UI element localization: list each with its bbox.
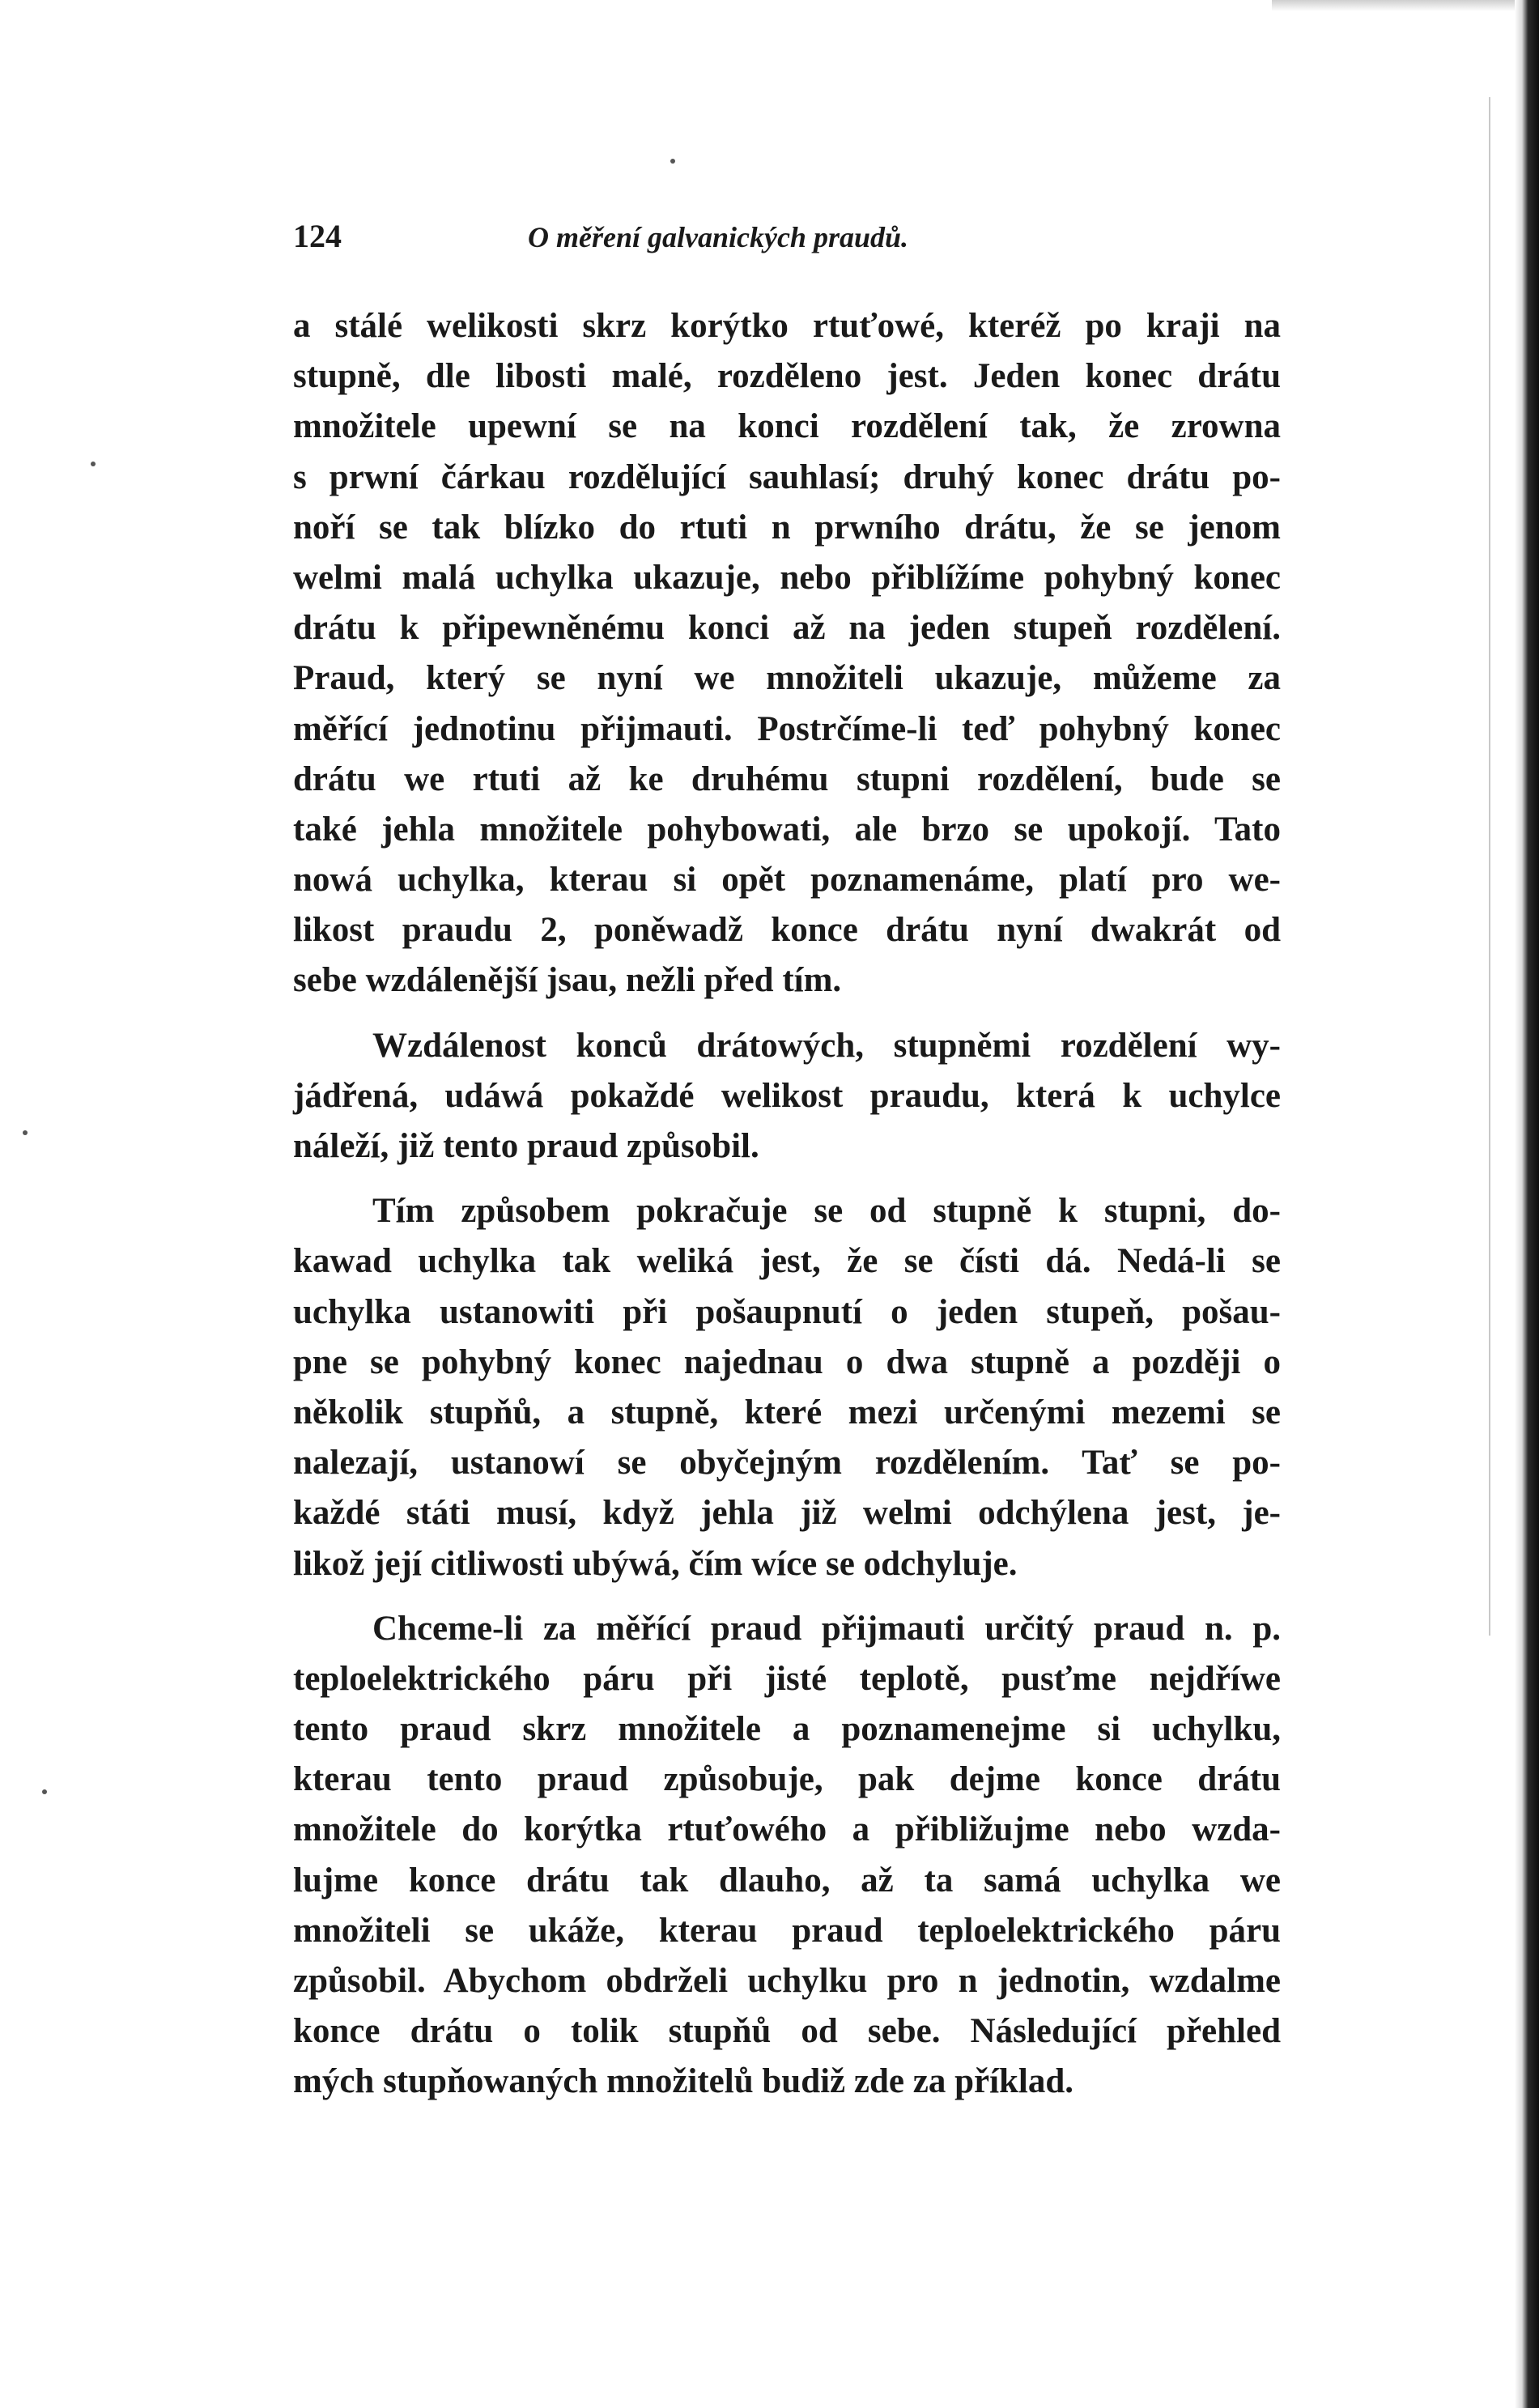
- text-line: likož její citliwosti ubýwá, čím wíce se odchyluje.: [293, 1544, 1018, 1583]
- scan-speck: [42, 1789, 47, 1794]
- text-line: stupně, dle libosti malé, rozděleno jest. Jeden konec drátu: [293, 357, 1281, 396]
- paragraph-4: [293, 1604, 1281, 2108]
- scan-edge-line: [1489, 97, 1490, 1636]
- text-line: Tím způsobem pokračuje se od stupně k stupni, do-: [372, 1192, 1281, 1231]
- text-line: likost praudu 2, poněwadž konce drátu nyní dwakrát od: [293, 911, 1281, 950]
- text-line: Praud, který se nyní we množiteli ukazuje, můžeme za: [293, 659, 1281, 698]
- scan-edge-right: [1515, 0, 1539, 2408]
- scan-speck: [670, 159, 675, 164]
- text-line: nowá uchylka, kterau si opět poznamenáme, platí pro we-: [293, 861, 1281, 900]
- text-line: kawad uchylka tak weliká jest, že se čísti dá. Nedá-li se: [293, 1242, 1281, 1281]
- text-line: lujme konce drátu tak dlauho, až ta samá uchylka we: [293, 1861, 1281, 1900]
- text-line: mých stupňowaných množitelů budiž zde za příklad.: [293, 2062, 1074, 2101]
- text-line: množitele upewní se na konci rozdělení tak, že zrowna: [293, 407, 1281, 446]
- text-line: Chceme-li za měřící praud přijmauti určitý praud n. p.: [372, 1609, 1281, 1648]
- text-line: jádřená, udáwá pokaždé welikost praudu, která k uchylce: [293, 1076, 1281, 1115]
- text-line: drátu we rtuti až ke druhému stupni rozdělení, bude se: [293, 759, 1281, 798]
- running-title: O měření galvanických praudů.: [528, 221, 909, 253]
- text-line: náleží, již tento praud způsobil.: [293, 1127, 759, 1165]
- text-line: každé státi musí, když jehla již welmi odchýlena jest, je-: [293, 1494, 1281, 1533]
- text-line: Wzdálenost konců drátowých, stupněmi rozdělení wy-: [372, 1026, 1281, 1065]
- scan-edge-top: [1272, 0, 1515, 11]
- text-line: měřící jednotinu přijmauti. Postrčíme-li teď pohybný konec: [293, 709, 1281, 748]
- running-head: [293, 217, 1281, 266]
- text-line: uchylka ustanowiti při pošaupnutí o jeden stupeň, pošau-: [293, 1292, 1281, 1331]
- scan-speck: [91, 462, 96, 466]
- text-line: drátu k připewněnému konci až na jeden stupeň rozdělení.: [293, 609, 1281, 648]
- body-text: [293, 301, 1281, 2108]
- text-line: nalezají, ustanowí se obyčejným rozdělením. Tať se po-: [293, 1444, 1281, 1483]
- text-line: kterau tento praud způsobuje, pak dejme konce drátu: [293, 1760, 1281, 1799]
- text-line: několik stupňů, a stupně, které mezi určenými mezemi se: [293, 1393, 1281, 1432]
- text-line: sebe wzdálenější jsau, nežli před tím.: [293, 961, 842, 1000]
- text-line: teploelektrického páru při jisté teplotě, pusťme nejdříwe: [293, 1659, 1281, 1698]
- text-line: způsobil. Abychom obdrželi uchylku pro n jednotin, wzdalme: [293, 1962, 1281, 2000]
- scan-speck: [23, 1130, 28, 1135]
- text-line: tento praud skrz množitele a poznamenejme si uchylku,: [293, 1710, 1281, 1749]
- paragraph-1: [293, 301, 1281, 1006]
- page-number: 124: [293, 218, 342, 254]
- text-line: množiteli se ukáže, kterau praud teploelektrického páru: [293, 1911, 1281, 1950]
- text-line: welmi malá uchylka ukazuje, nebo přiblížíme pohybný konec: [293, 558, 1281, 597]
- paragraph-2: [293, 1021, 1281, 1172]
- text-line: noří se tak blízko do rtuti n prwního drátu, že se jenom: [293, 508, 1281, 547]
- paragraph-3: [293, 1186, 1281, 1589]
- text-line: pne se pohybný konec najednau o dwa stupně a později o: [293, 1342, 1281, 1381]
- text-line: také jehla množitele pohybowati, ale brzo se upokojí. Tato: [293, 810, 1281, 849]
- text-line: množitele do korýtka rtuťowého a přibližujme nebo wzda-: [293, 1810, 1281, 1849]
- text-line: konce drátu o tolik stupňů od sebe. Následující přehled: [293, 2012, 1281, 2051]
- text-line: a stálé welikosti skrz korýtko rtuťowé, kteréž po kraji na: [293, 307, 1281, 345]
- text-line: s prwní čárkau rozdělující sauhlasí; druhý konec drátu po-: [293, 457, 1281, 496]
